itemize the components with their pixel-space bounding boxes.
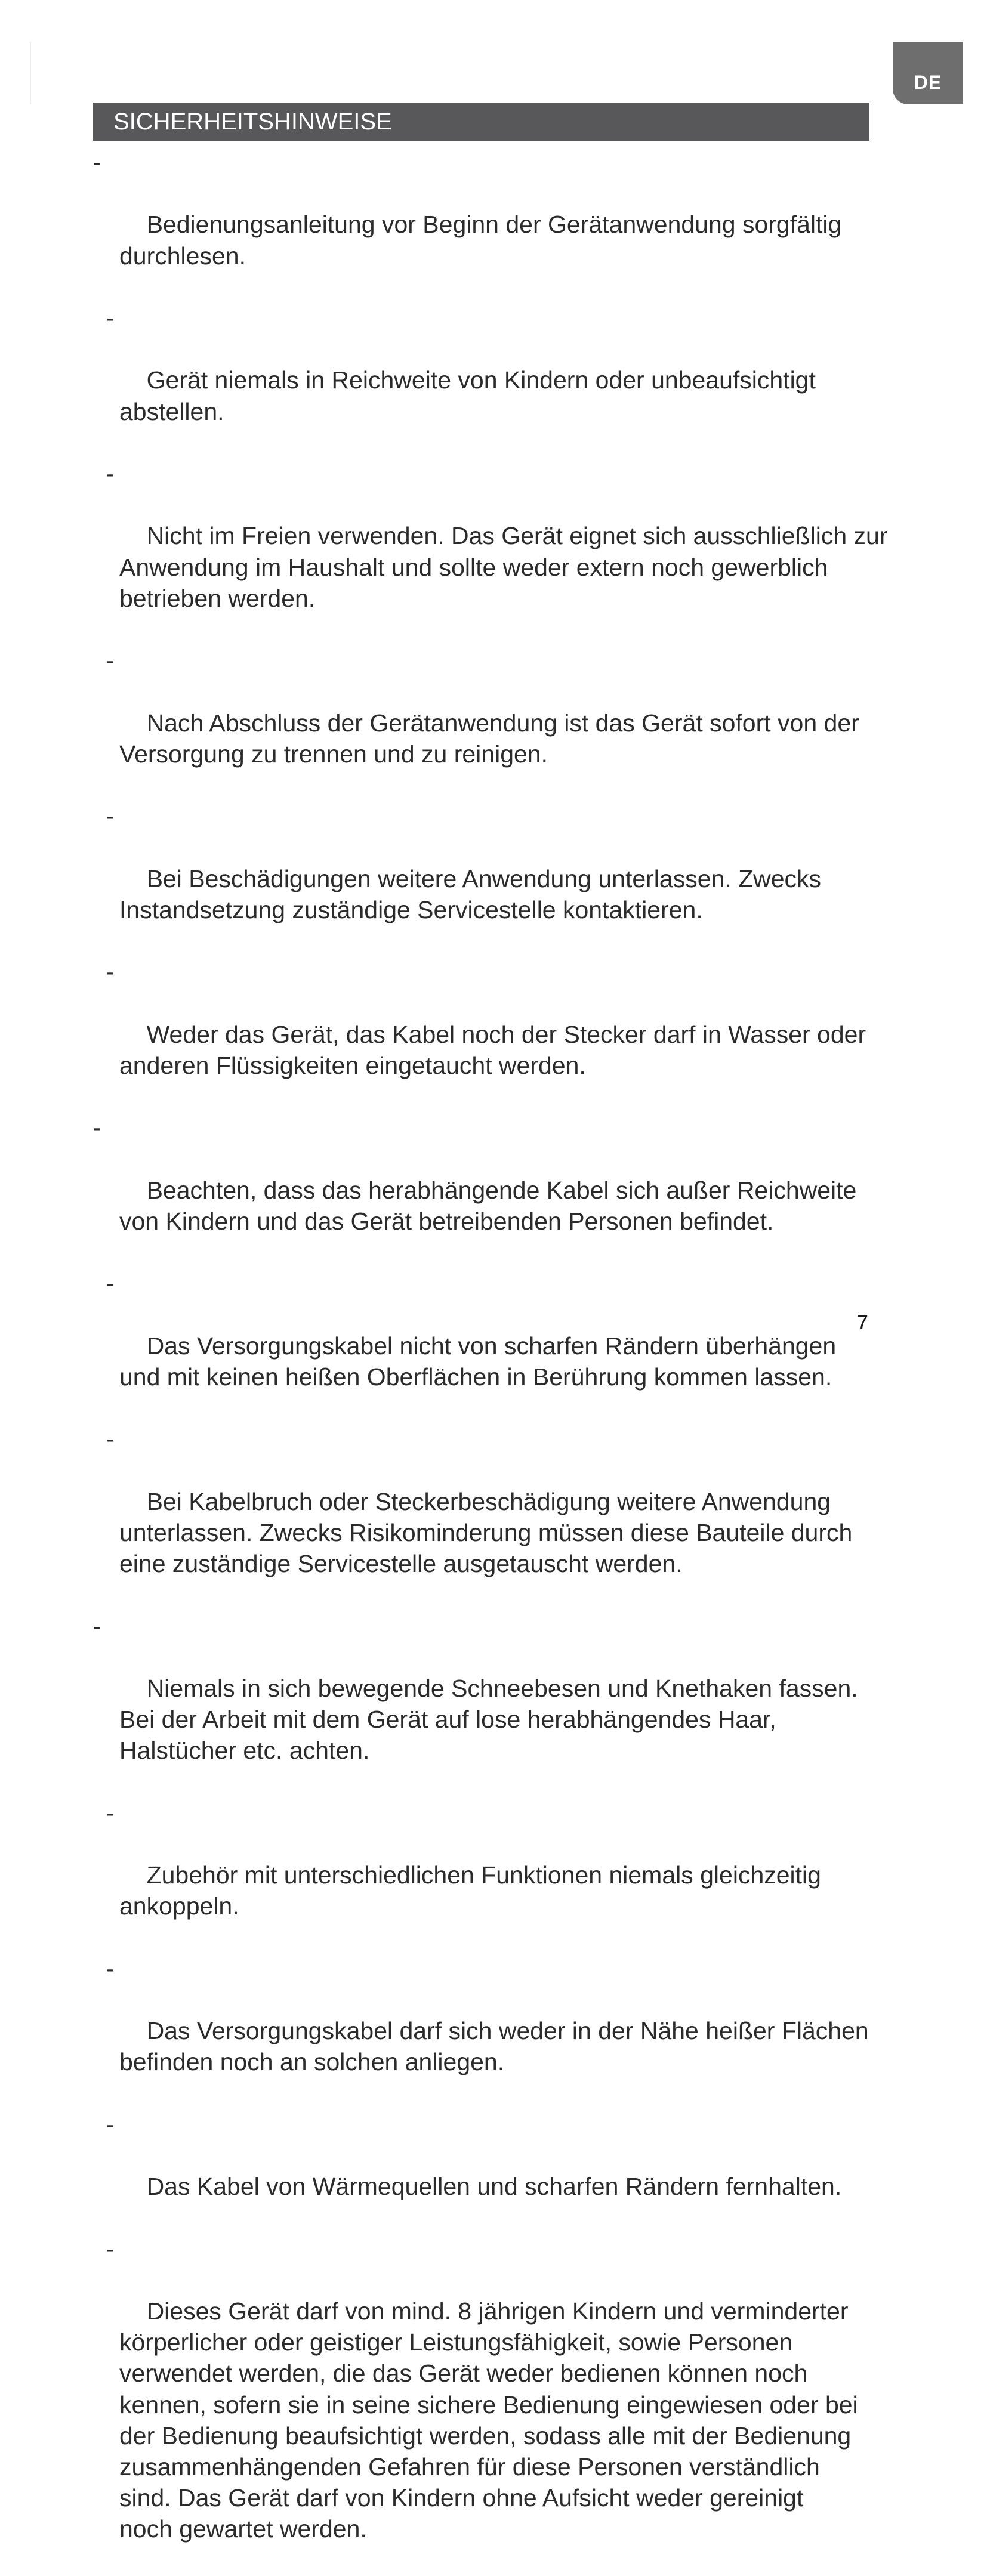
list-item-text: Zubehör mit unterschiedlichen Funktionen niemals gleichzeitig ankoppeln.	[119, 1861, 821, 1920]
page-number: 7	[857, 1311, 868, 1334]
list-item-text: Das Kabel von Wärmequellen und scharfen Rändern fernhalten.	[146, 2173, 842, 2201]
safety-instructions-list	[93, 147, 929, 2576]
list-item	[93, 645, 929, 801]
section-title: SICHERHEITSHINWEISE	[113, 109, 392, 135]
list-dash: -	[93, 1612, 101, 1640]
list-item-text: Weder das Gerät, das Kabel noch der Stecker darf in Wasser oder anderen Flüssigkeiten eingetaucht werden.	[119, 1020, 866, 1079]
language-tab	[893, 42, 963, 104]
list-item-text: Das Versorgungskabel darf sich weder in der Nähe heißer Flächen befinden noch an solchen anliegen.	[119, 2017, 869, 2076]
list-item	[93, 2234, 929, 2576]
list-item-text: Niemals in sich bewegende Schneebesen und Knethaken fassen. Bei der Arbeit mit dem Gerät auf lose herabhängendes Haar, Halstücher etc. achten.	[119, 1674, 858, 1765]
list-item-text: Beachten, dass das herabhängende Kabel sich außer Reichweite von Kindern und das Gerät betreibenden Personen befindet.	[119, 1176, 857, 1235]
list-item	[93, 302, 929, 458]
list-item	[93, 801, 929, 956]
list-item-text: Nicht im Freien verwenden. Das Gerät eignet sich ausschließlich zur Anwendung im Haushalt und sollte weder extern noch gewerblich betrieben werden.	[119, 522, 888, 612]
margin-rule	[30, 42, 31, 104]
list-item-text: Das Versorgungskabel nicht von scharfen Rändern überhängen und mit keinen heißen Oberflächen in Berührung kommen lassen.	[119, 1332, 837, 1391]
list-item-text: Dieses Gerät darf von mind. 8 jährigen Kindern und verminderter körperlicher oder geistiger Leistungsfähigkeit, sowie Personen verwendet werden, die das Gerät weder bedienen können noch kennen, sofern sie in seine sichere Bedienung eingewiesen oder bei der Bedienung beaufsichtigt werden, sodass alle mit der Bedienung zusammenhängenden Gefahren für diese Personen verständlich sind. Das Gerät darf von Kindern ohne Aufsicht weder gereinigt noch gewartet werden.	[119, 2297, 858, 2543]
list-dash: -	[106, 958, 115, 986]
list-item-text: Bei Kabelbruch oder Steckerbeschädigung weitere Anwendung unterlassen. Zwecks Risikominderung müssen diese Bauteile durch eine zuständige Servicestelle ausgetauscht werden.	[119, 1487, 853, 1578]
list-dash: -	[106, 1425, 115, 1453]
list-dash: -	[106, 1799, 115, 1827]
list-item	[93, 147, 929, 302]
section-header	[93, 103, 869, 141]
list-item	[93, 1112, 929, 1268]
list-dash: -	[106, 2235, 115, 2263]
list-item	[93, 956, 929, 1112]
list-item	[93, 1953, 929, 2109]
list-item	[93, 458, 929, 645]
list-dash: -	[93, 1114, 101, 1142]
list-dash: -	[106, 2110, 115, 2138]
list-dash: -	[106, 460, 115, 488]
list-dash: -	[93, 149, 101, 176]
list-item-text: Bedienungsanleitung vor Beginn der Gerätanwendung sorgfältig durchlesen.	[119, 211, 842, 270]
list-dash: -	[106, 1270, 115, 1298]
list-item	[93, 1423, 929, 1610]
list-dash: -	[106, 304, 115, 332]
list-item	[93, 1797, 929, 1953]
list-dash: -	[106, 647, 115, 675]
list-item-text: Gerät niemals in Reichweite von Kindern oder unbeaufsichtigt abstellen.	[119, 366, 816, 425]
list-dash: -	[106, 802, 115, 830]
list-item-text: Nach Abschluss der Gerätanwendung ist das Gerät sofort von der Versorgung zu trennen und zu reinigen.	[119, 709, 859, 768]
language-label: DE	[914, 72, 942, 93]
list-item	[93, 2109, 929, 2234]
list-item	[93, 1611, 929, 1797]
list-item	[93, 1268, 929, 1423]
list-dash: -	[106, 1954, 115, 1982]
list-item-text: Bei Beschädigungen weitere Anwendung unterlassen. Zwecks Instandsetzung zuständige Servicestelle kontaktieren.	[119, 864, 822, 923]
